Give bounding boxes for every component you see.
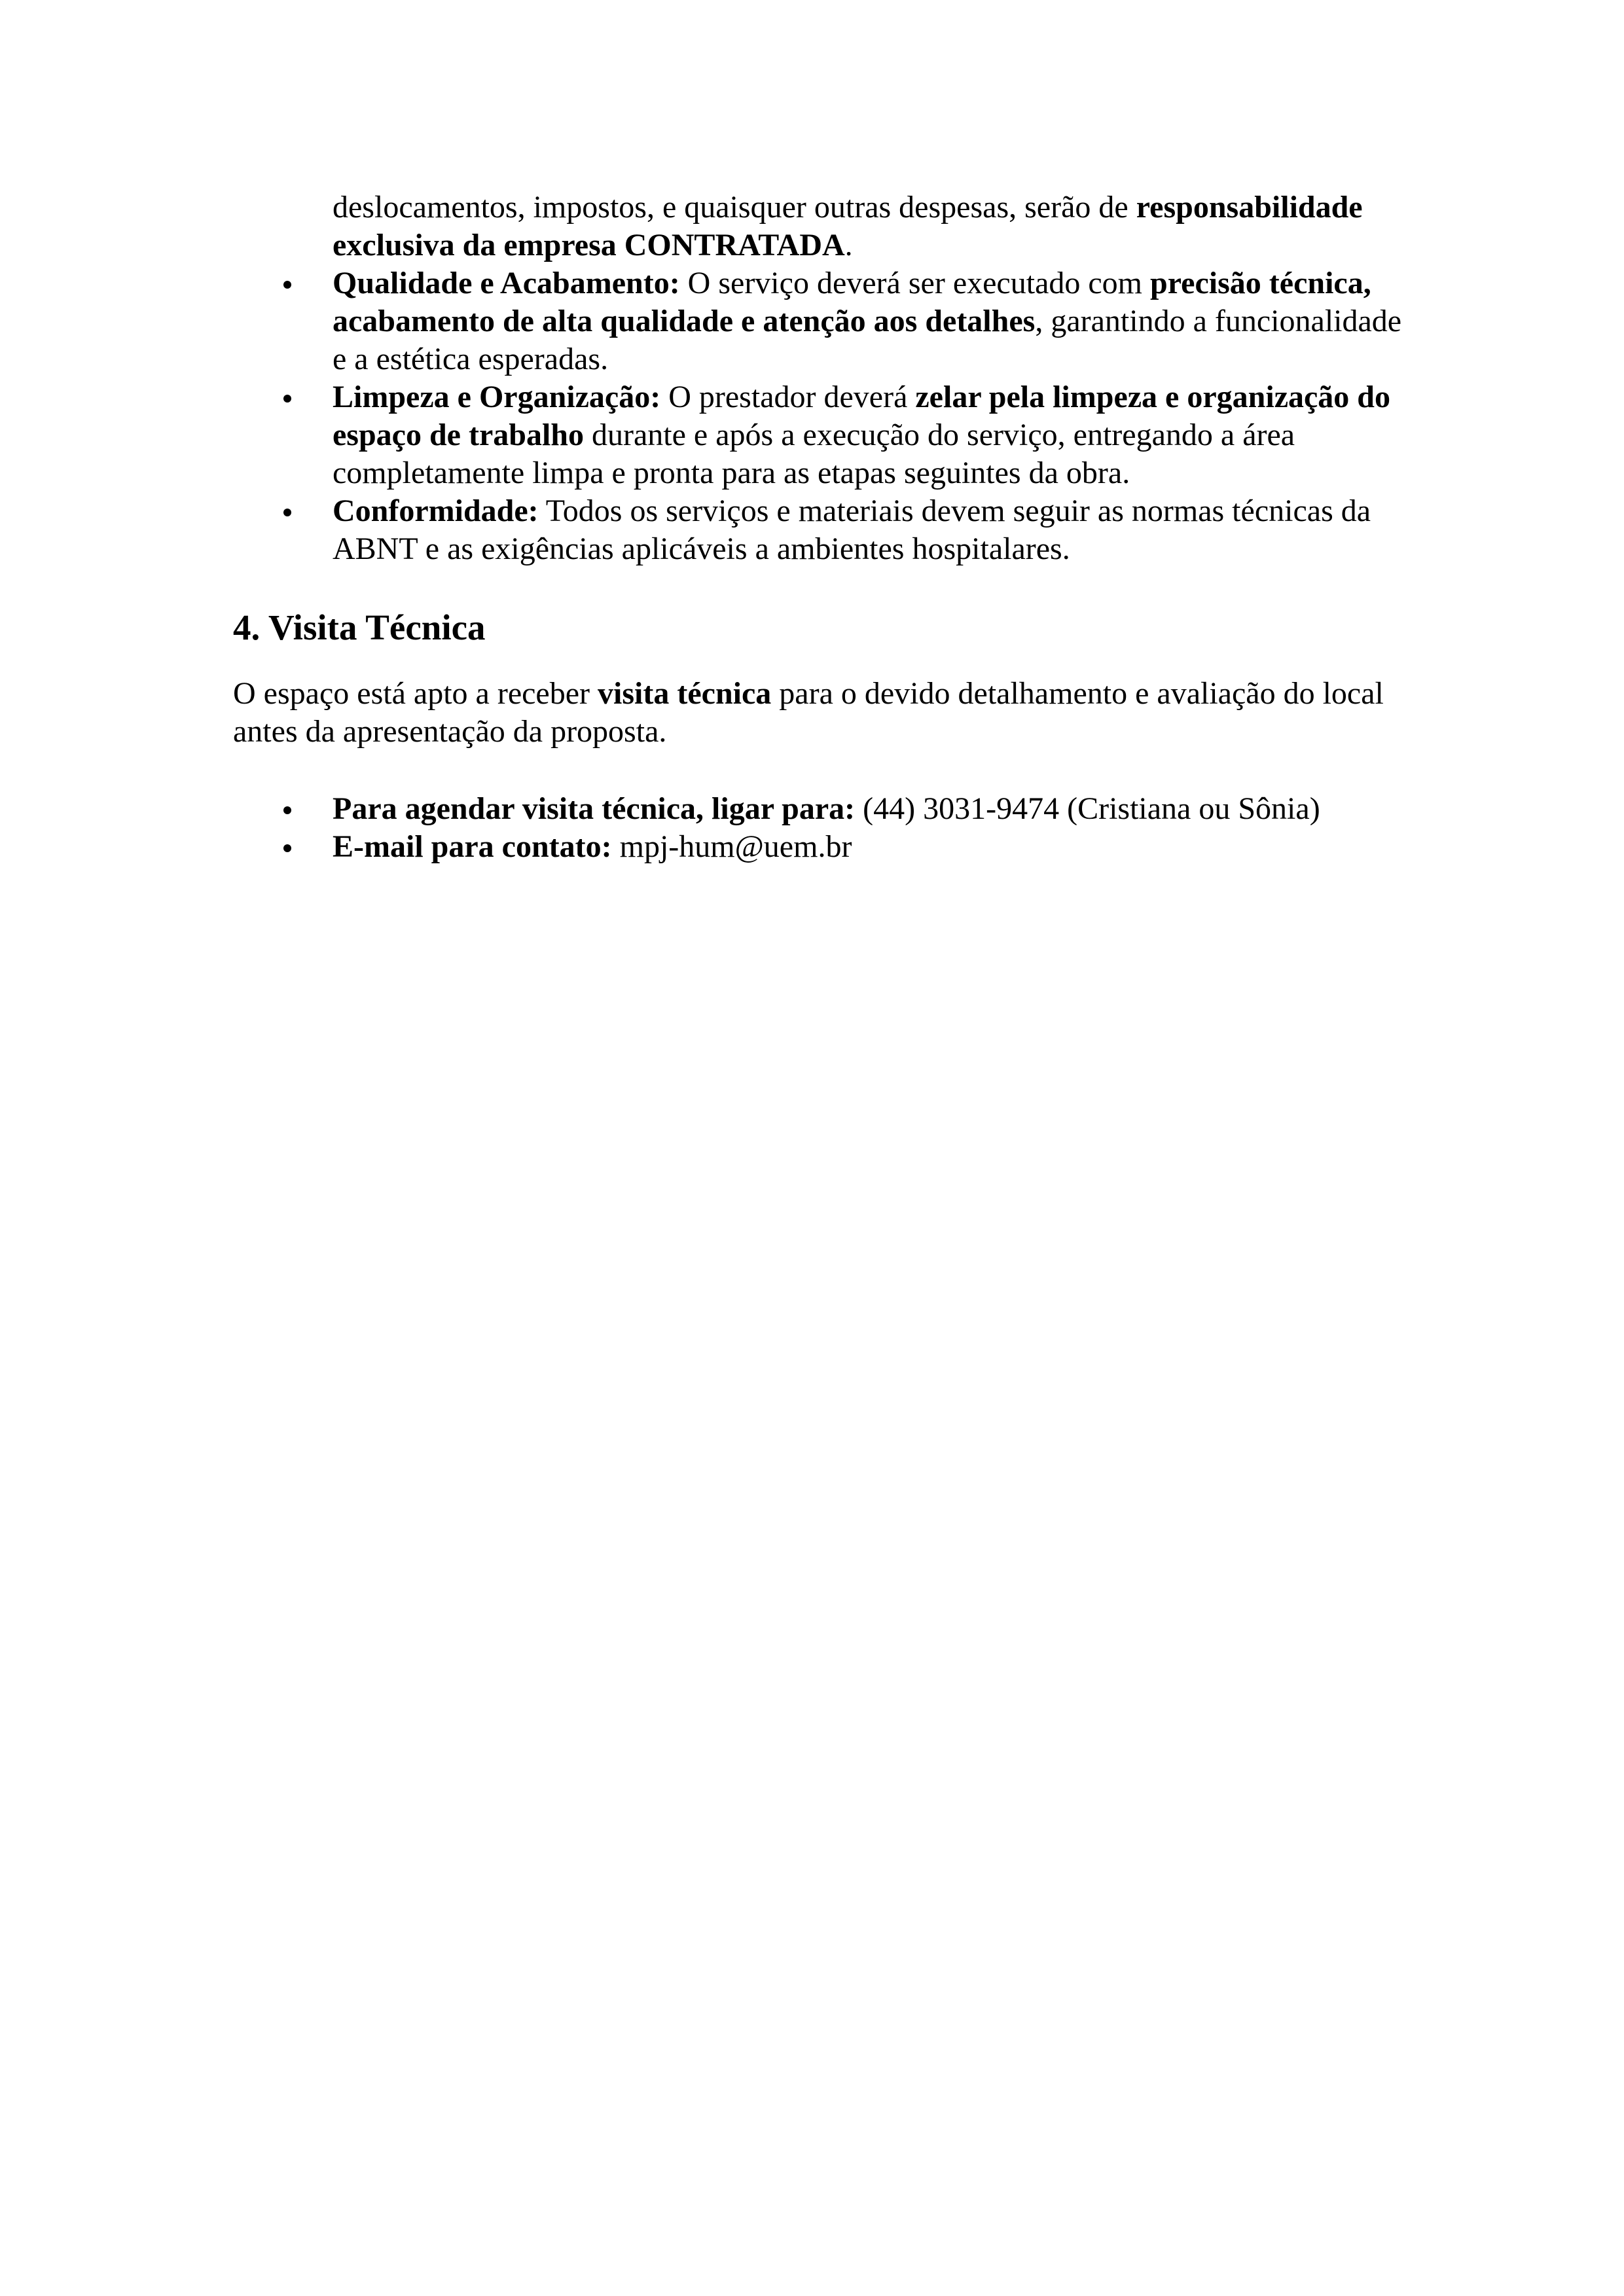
- requirement-text: durante e após a execução do serviço, entregando a área completamente limpa e pronta para as etapas seguintes da obra.: [333, 418, 1295, 490]
- bullet-icon: [283, 806, 291, 814]
- requirement-bold-text: precisão técnica, acabamento de alta qualidade e atenção aos detalhes: [333, 266, 1371, 338]
- requirement-item-quality: [233, 264, 1411, 378]
- contact-list: [233, 790, 1411, 866]
- contact-phone-value: (44) 3031-9474 (Cristiana ou Sônia): [855, 791, 1320, 826]
- intro-text-end: para o devido detalhamento e avaliação do local antes da apresentação da proposta.: [233, 676, 1384, 749]
- page-content: [233, 188, 1411, 866]
- bullet-icon: [283, 844, 291, 852]
- requirement-text: O serviço deverá ser executado com: [679, 266, 1151, 300]
- continued-bold-text: responsabilidade exclusiva da empresa CONTRATADA: [333, 190, 1363, 262]
- requirement-item-cleaning: [233, 378, 1411, 492]
- contact-email-value: mpj-hum@uem.br: [611, 829, 852, 864]
- requirement-text: , garantindo a funcionalidade e a estética esperadas.: [333, 304, 1402, 376]
- continued-text: deslocamentos, impostos, e quaisquer outras despesas, serão de: [333, 190, 1136, 224]
- requirements-list: [233, 264, 1411, 568]
- requirement-item-compliance: [233, 492, 1411, 568]
- bullet-icon: [283, 509, 291, 516]
- contact-label: Para agendar visita técnica, ligar para:: [333, 791, 856, 826]
- requirement-bold-text: zelar pela limpeza e organização do espaço de trabalho: [333, 380, 1390, 452]
- requirement-label: Conformidade:: [333, 493, 539, 528]
- bullet-icon: [283, 281, 291, 289]
- bullet-icon: [283, 395, 291, 403]
- intro-text: O espaço está apto a receber: [233, 676, 598, 711]
- contact-label: E-mail para contato:: [333, 829, 612, 864]
- requirement-label: Qualidade e Acabamento:: [333, 266, 680, 300]
- section-intro-paragraph: [233, 675, 1411, 751]
- intro-bold-text: visita técnica: [598, 676, 772, 711]
- requirement-text: O prestador deverá: [660, 380, 916, 414]
- contact-item-phone: [233, 790, 1411, 828]
- continued-list-item: [333, 188, 1411, 264]
- requirement-text: Todos os serviços e materiais devem seguir as normas técnicas da ABNT e as exigências aplicáveis a ambientes hospitalares.: [333, 493, 1371, 566]
- contact-item-email: [233, 828, 1411, 866]
- requirement-label: Limpeza e Organização:: [333, 380, 661, 414]
- continued-text-end: .: [844, 228, 853, 262]
- section-heading: 4. Visita Técnica: [233, 607, 486, 647]
